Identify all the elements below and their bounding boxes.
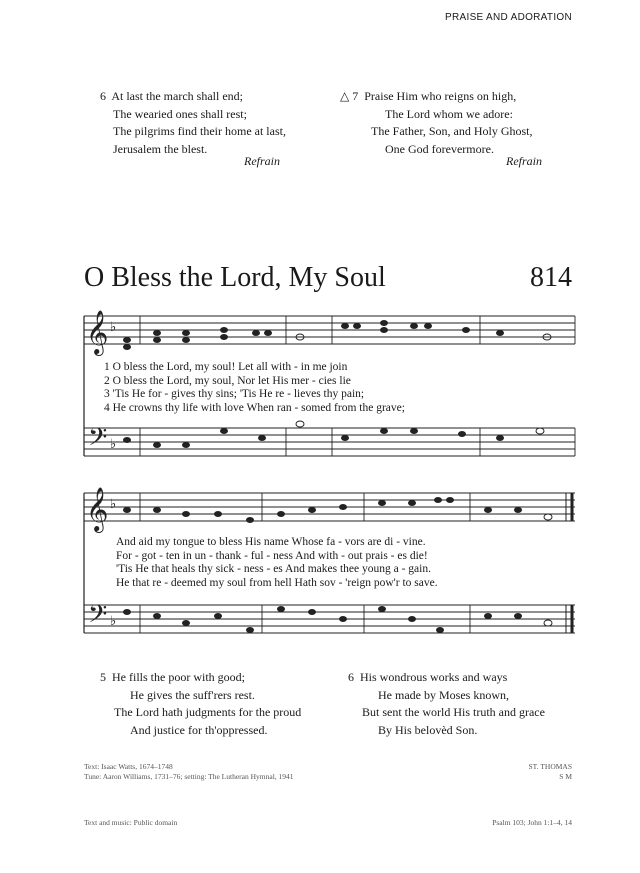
stanza-line: At last the march shall end;	[111, 89, 243, 103]
stanza-line: Praise Him who reigns on high,	[364, 89, 517, 103]
lyric-line: 'Tis He that heals thy sick - ness - es And makes thee young a - gain.	[116, 563, 431, 575]
stanza-line: By His belovèd Son.	[378, 722, 478, 737]
stanza-line: But sent the world His truth and grace	[362, 705, 545, 719]
stanza-line: The pilgrims find their home at last,	[113, 124, 286, 138]
treble-clef-icon	[86, 310, 108, 533]
lyric-line: He that re - deemed my soul from hell Hath sov - 'reign pow'r to save.	[116, 576, 438, 589]
svg-text:𝄢: 𝄢	[88, 423, 108, 458]
tune-credit: Tune: Aaron Williams, 1731–76; setting: The Lutheran Hymnal, 1941	[84, 772, 294, 781]
refrain-label: Refrain	[244, 154, 280, 168]
lyric-line: And aid my tongue to bless His name Whose fa - vors are di - vine.	[116, 536, 426, 548]
stanza-line: One God forevermore.	[385, 141, 494, 156]
lyrics-system-2	[116, 536, 438, 590]
stanza-line: He made by Moses known,	[378, 687, 509, 702]
hymn-number: 814	[530, 262, 572, 293]
hymn-stanza-5	[100, 669, 301, 739]
stanza-line: The Lord hath judgments for the proud	[114, 705, 302, 719]
hymn-stanza-6	[348, 669, 545, 739]
lyric-line: For - got - ten in un - thank - ful - ness And with - out prais - es die!	[116, 549, 428, 562]
svg-text:♭: ♭	[110, 497, 117, 512]
bass-staff-1	[84, 428, 575, 456]
stanza-line: He gives the suff'rers rest.	[130, 687, 255, 702]
svg-text:♭: ♭	[110, 437, 117, 452]
rights-notice: Text and music: Public domain	[84, 818, 178, 827]
stanza-line: The Father, Son, and Holy Ghost,	[371, 124, 533, 138]
stanza-line: His wondrous works and ways	[360, 670, 508, 684]
scripture-reference: Psalm 103; John 1:1–4, 14	[492, 818, 572, 827]
stanza-number: 6	[348, 670, 354, 684]
stanza-line: The wearied ones shall rest;	[113, 106, 247, 121]
lyric-line: 3 'Tis He for - gives thy sins; 'Tis He re - lieves thy pain;	[104, 388, 365, 400]
tune-name: ST. THOMAS	[528, 762, 572, 771]
bass-staff-2	[84, 605, 575, 633]
svg-text:♭: ♭	[110, 320, 117, 335]
svg-text:𝄞: 𝄞	[86, 310, 109, 354]
stanza-line: Jerusalem the blest.	[113, 141, 208, 156]
lyrics-system-1	[104, 361, 405, 415]
meter: S M	[559, 772, 572, 781]
stanza-number: 6	[100, 89, 106, 103]
svg-text:𝄞: 𝄞	[86, 487, 109, 531]
svg-text:𝄢: 𝄢	[88, 600, 108, 635]
stanza-line: And justice for th'oppressed.	[130, 722, 268, 737]
section-header: PRAISE AND ADORATION	[445, 12, 572, 23]
lyric-line: 2 O bless the Lord, my soul, Nor let His mer - cies lie	[104, 374, 351, 387]
stanza-number: 5	[100, 670, 106, 684]
stanza-line: He fills the poor with good;	[112, 670, 245, 684]
svg-text:♭: ♭	[110, 614, 117, 629]
treble-staff-2	[84, 493, 575, 521]
text-credit: Text: Isaac Watts, 1674–1748	[84, 762, 173, 771]
refrain-label: Refrain	[506, 154, 542, 168]
lyric-line: 4 He crowns thy life with love When ran - somed from the grave;	[104, 401, 405, 414]
stanza-line: The Lord whom we adore:	[385, 106, 513, 121]
lyric-line: 1 O bless the Lord, my soul! Let all with - in me join	[104, 361, 348, 373]
stanza-number: △ 7	[340, 89, 359, 103]
hymn-title: O Bless the Lord, My Soul	[84, 262, 386, 293]
